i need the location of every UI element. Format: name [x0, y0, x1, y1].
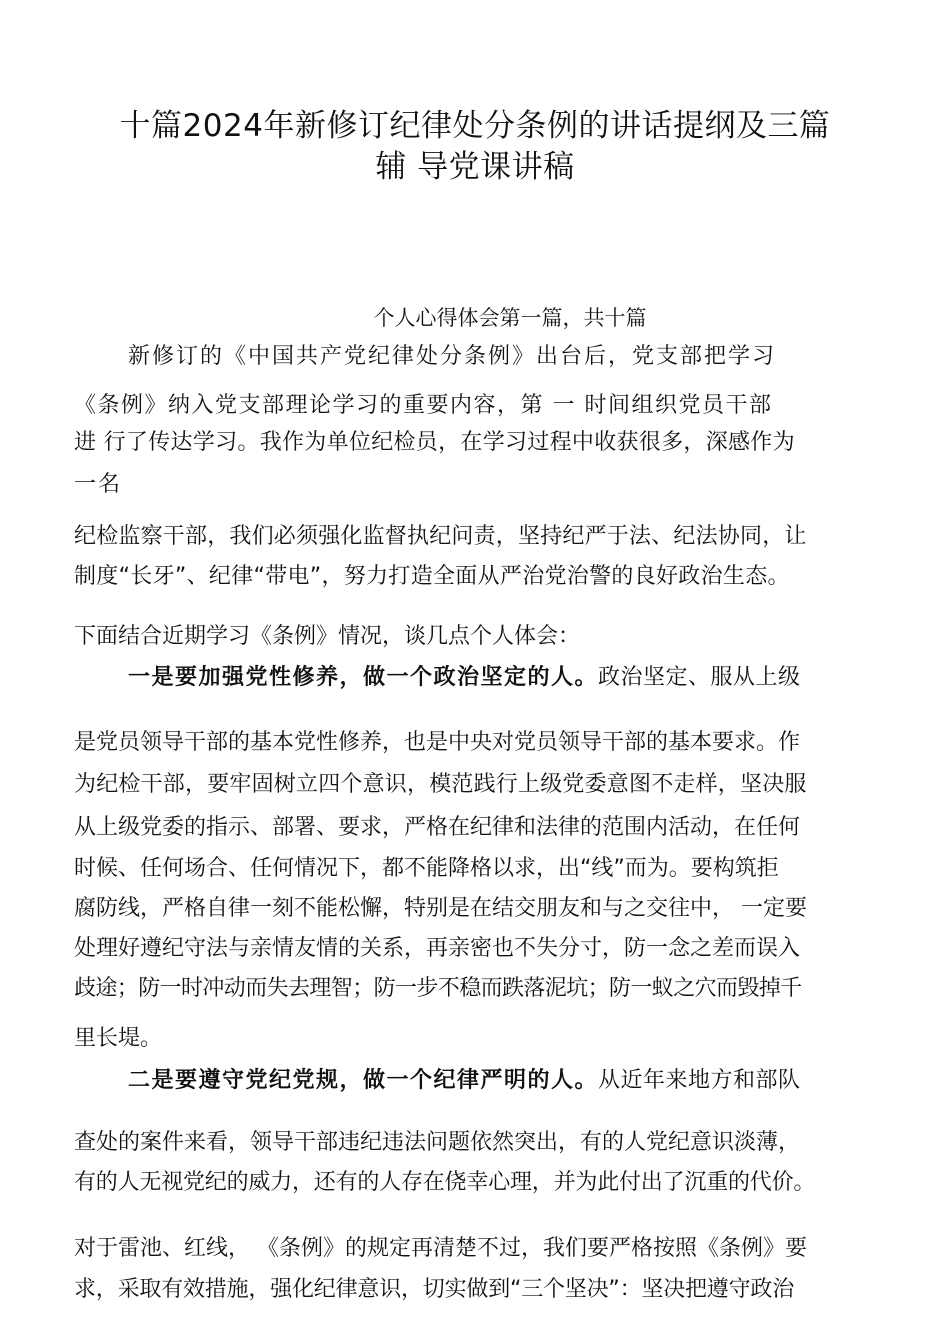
body-line: 下面结合近期学习《条例》情况，谈几点个人体会： — [74, 624, 581, 649]
point-2-heading: 二是要遵守党纪党规，做一个纪律严明的人。 — [128, 1067, 599, 1093]
body-line: 为纪检干部，要牢固树立四个意识，模范践行上级党委意图不走样，坚决服 — [74, 772, 807, 797]
body-line: 时候、任何场合、任何情况下，都不能降格以求，出“线”而为。要构筑拒 — [74, 856, 779, 881]
body-line: 新修订的《中国共产党纪律处分条例》出台后，党支部把学习 — [128, 344, 777, 369]
point-1-paragraph — [128, 664, 801, 691]
body-line: 求，采取有效措施，强化纪律意识，切实做到“三个坚决”：坚决把遵守政治 — [74, 1277, 794, 1302]
body-line: 制度“长牙”、纪律“带电”，努力打造全面从严治党治警的良好政治生态。 — [74, 564, 790, 589]
body-line: 《条例》纳入党支部理论学习的重要内容，第 一 时间组织党员干部 — [74, 393, 773, 418]
body-line: 处理好遵纪守法与亲情友情的关系，再亲密也不失分寸，防一念之差而误入 — [74, 936, 801, 961]
body-line: 查处的案件来看，领导干部违纪违法问题依然突出，有的人党纪意识淡薄， — [74, 1130, 801, 1155]
point-2-text: 从近年来地方和部队 — [598, 1068, 801, 1093]
body-line: 纪检监察干部，我们必须强化监督执纪问责，坚持纪严于法、纪法协同，让 — [74, 524, 807, 549]
body-line: 里长堤。 — [74, 1026, 163, 1051]
point-2-paragraph — [128, 1067, 801, 1094]
body-line: 一名 — [74, 472, 123, 497]
point-1-heading: 一是要加强党性修养，做一个政治坚定的人。 — [128, 664, 599, 690]
body-line: 歧途；防一时冲动而失去理智；防一步不稳而跌落泥坑；防一蚁之穴而毁掉千 — [74, 976, 802, 1001]
document-title-line-2: 辅 导党课讲稿 — [375, 149, 575, 185]
point-1-text: 政治坚定、服从上级 — [598, 665, 801, 690]
body-line: 从上级党委的指示、部署、要求，严格在纪律和法律的范围内活动，在任何 — [74, 815, 801, 840]
body-line: 是党员领导干部的基本党性修养，也是中央对党员领导干部的基本要求。作 — [74, 730, 801, 755]
document-subtitle: 个人心得体会第一篇，共十篇 — [373, 306, 647, 330]
body-line: 对于雷池、红线， 《条例》的规定再清楚不过，我们要严格按照《条例》要 — [74, 1236, 807, 1261]
body-line: 进 行了传达学习。我作为单位纪检员，在学习过程中收获很多，深感作为 — [74, 430, 795, 455]
body-line: 有的人无视党纪的威力，还有的人存在侥幸心理，并为此付出了沉重的代价。 — [74, 1170, 816, 1195]
document-title-line-1: 十篇2024年新修订纪律处分条例的讲话提纲及三篇 — [119, 108, 831, 144]
body-line: 腐防线，严格自律一刻不能松懈，特别是在结交朋友和与之交往中， 一定要 — [74, 896, 807, 921]
